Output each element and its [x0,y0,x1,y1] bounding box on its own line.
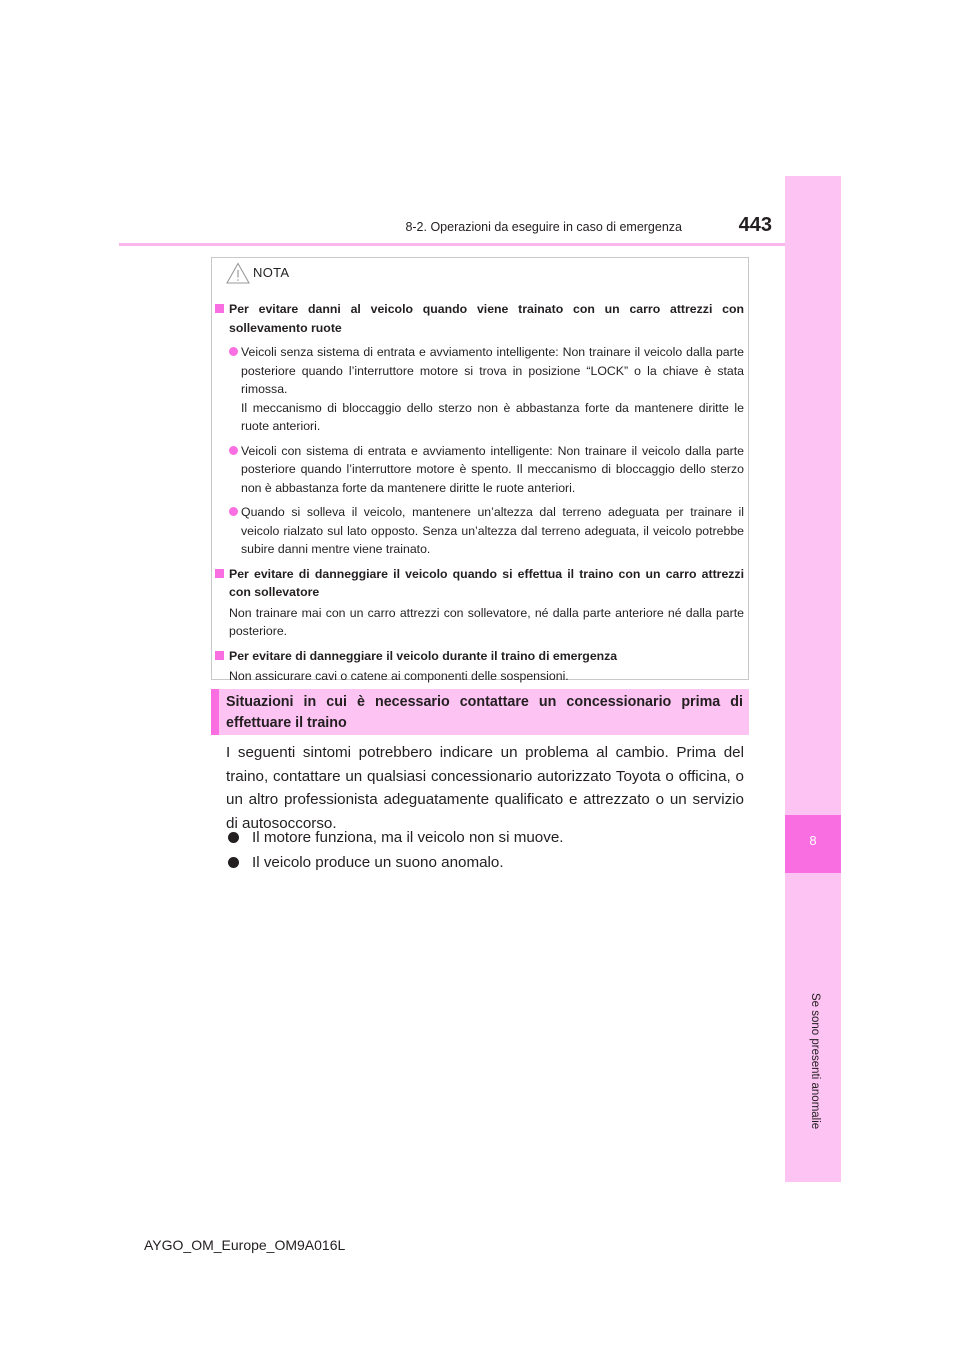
round-bullet-icon [229,507,238,516]
section-intro: I seguenti sintomi potrebbero indicare un problema al cambio. Prima del traino, contattare un qualsiasi concessionario autorizzato Toyota o officina, o un altro professionista adeguatamente qualificato e attrezzato o un servizio di autosoccorso. [226,744,744,832]
nota-block-body: Non assicurare cavi o catene ai componenti delle sospensioni. [229,669,569,683]
footer-document-code: AYGO_OM_Europe_OM9A016L [144,1237,346,1253]
square-bullet-icon [215,651,224,660]
nota-block [215,647,744,686]
list-item-text: Il veicolo produce un suono anomalo. [252,854,504,871]
section-title: Situazioni in cui è necessario contattare un concessionario prima di effettuare il traino [226,694,743,731]
round-bullet-icon [228,832,239,843]
list-item [226,851,744,875]
round-bullet-icon [228,857,239,868]
nota-block [215,565,744,641]
section-title-accent [211,689,219,735]
nota-bullet-item [229,503,744,559]
chapter-label: Se sono presenti anomalie [809,993,821,1130]
nota-bullet-text: Quando si solleva il veicolo, mantenere un’altezza dal terreno adeguata per trainare il veicolo rialzato sul lato opposto. Senza un’altezza dal terreno adeguata, il veicolo potrebbe subire danni mentre viene trainato. [241,505,744,556]
nota-bullet-item [229,343,744,436]
section-bullet-list [226,826,744,876]
page-number: 443 [738,214,772,236]
nota-block-heading: Per evitare danni al veicolo quando viene trainato con un carro attrezzi con sollevamento ruote [229,302,744,335]
nota-bullet-text: Veicoli senza sistema di entrata e avviamento intelligente: Non trainare il veicolo dalla parte posteriore quando l’interruttore motore si trova in posizione “LOCK” o la chiave è stata rimossa. [241,345,744,396]
square-bullet-icon [215,304,224,313]
nota-block [215,300,744,559]
round-bullet-icon [229,347,238,356]
nota-block-heading: Per evitare di danneggiare il veicolo quando si effettua il traino con un carro attrezzi con sollevatore [229,566,744,599]
section-header-title: 8-2. Operazioni da eseguire in caso di emergenza [405,220,682,234]
header-rule [119,243,785,246]
nota-label: NOTA [253,265,290,280]
warning-triangle-icon [226,262,250,284]
list-item [226,826,744,850]
list-item-text: Il motore funziona, ma il veicolo non si muove. [252,829,564,846]
nota-content [215,300,744,692]
nota-block-heading: Per evitare di danneggiare il veicolo durante il traino di emergenza [229,648,618,663]
square-bullet-icon [215,569,224,578]
chapter-number: 8 [809,833,817,848]
nota-bullet-text: Il meccanismo di bloccaggio dello sterzo non è abbastanza forte da mantenere diritte le ruote anteriori. [241,400,744,433]
round-bullet-icon [229,446,238,455]
nota-bullet-item [229,442,744,498]
nota-block-body: Non trainare mai con un carro attrezzi con sollevatore, né dalla parte anteriore né dalla parte posteriore. [229,605,744,638]
nota-bullet-text: Veicoli con sistema di entrata e avviamento intelligente: Non trainare il veicolo dalla parte posteriore quando l’interruttore motore è spento. Il meccanismo di bloccaggio dello sterzo non è abbastanza forte da mantenere diritte le ruote anteriori. [241,443,744,495]
